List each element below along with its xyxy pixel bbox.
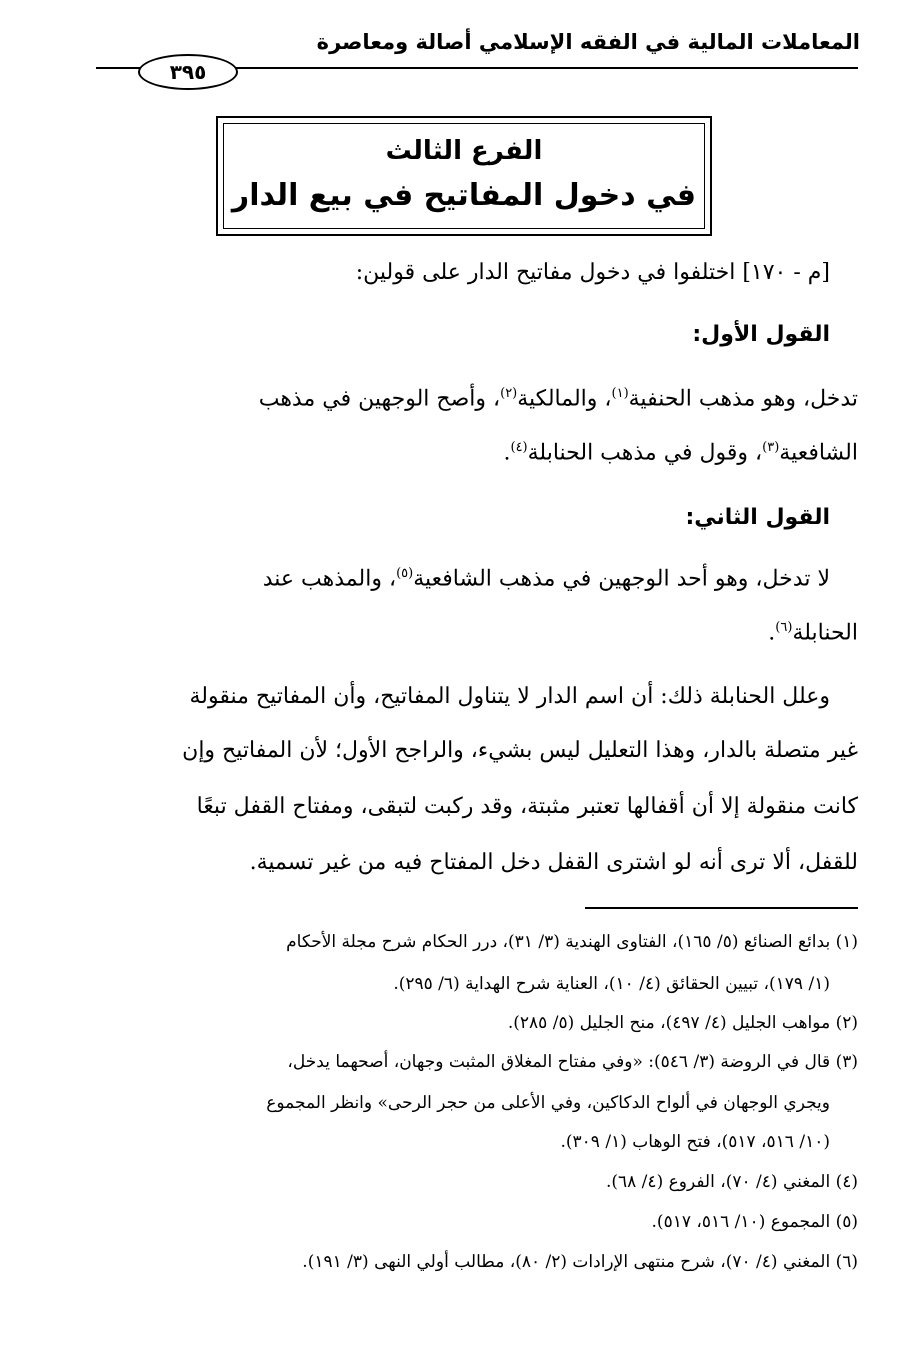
footnote-5: (٥) المجموع (١٠/ ٥١٦، ٥١٧).	[651, 1212, 858, 1232]
text-segment: .	[503, 440, 511, 466]
second-opinion-line1	[263, 566, 830, 591]
footnote-ref[interactable]: (١)	[611, 386, 629, 401]
text-segment: ، وقول في مذهب الحنابلة	[527, 440, 763, 466]
section-title-line2: في دخول المفاتيح في بيع الدار	[231, 178, 697, 213]
footnote-6: (٦) المغني (٤/ ٧٠)، شرح منتهى الإرادات (٢/ ٨٠)، مطالب أولي النهى (٣/ ١٩١).	[302, 1252, 858, 1272]
second-opinion-heading: القول الثاني:	[685, 505, 830, 530]
running-header-title: المعاملات المالية في الفقه الإسلامي أصالة ومعاصرة	[316, 30, 860, 54]
text-segment: الحنابلة	[792, 620, 858, 646]
reasoning-line2: غير متصلة بالدار، وهذا التعليل ليس بشيء، والراجح الأول؛ لأن المفاتيح وإن	[182, 738, 858, 763]
reasoning-line3: كانت منقولة إلا أن أقفالها تعتبر مثبتة، وقد ركبت لتبقى، ومفتاح القفل تبعًا	[196, 794, 858, 819]
footnote-ref[interactable]: (٤)	[510, 440, 528, 455]
section-title-box	[216, 116, 712, 236]
footnote-3-line3: (١٠/ ٥١٦، ٥١٧)، فتح الوهاب (١/ ٣٠٩).	[560, 1132, 830, 1152]
footnote-ref[interactable]: (٥)	[396, 566, 414, 581]
footnote-3-line1: (٣) قال في الروضة (٣/ ٥٤٦): «وفي مفتاح المغلاق المثبت وجهان، أصحهما يدخل،	[287, 1052, 858, 1072]
text-segment: لا تدخل، وهو أحد الوجهين في مذهب الشافعية	[413, 566, 830, 592]
footnote-separator	[585, 907, 858, 909]
footnote-1-line1: (١) بدائع الصنائع (٥/ ١٦٥)، الفتاوى الهندية (٣/ ٣١)، درر الحكام شرح مجلة الأحكام	[286, 932, 858, 952]
second-opinion-line2	[768, 620, 858, 645]
footnote-2: (٢) مواهب الجليل (٤/ ٤٩٧)، منح الجليل (٥/ ٢٨٥).	[507, 1013, 858, 1033]
first-opinion-line2	[503, 440, 858, 465]
footnote-1-line2: (١/ ١٧٩)، تبيين الحقائق (٤/ ١٠)، العناية شرح الهداية (٦/ ٢٩٥).	[393, 974, 830, 994]
text-segment: ، والمالكية	[517, 386, 612, 412]
text-segment: تدخل، وهو مذهب الحنفية	[628, 386, 858, 412]
section-title-line1: الفرع الثالث	[385, 136, 543, 166]
text-segment: .	[768, 620, 776, 646]
footnote-4: (٤) المغني (٤/ ٧٠)، الفروع (٤/ ٦٨).	[605, 1172, 858, 1192]
footnote-ref[interactable]: (٢)	[500, 386, 518, 401]
footnote-ref[interactable]: (٣)	[762, 440, 780, 455]
footnote-3-line2: ويجري الوجهان في ألواح الدكاكين، وفي الأعلى من حجر الرحى» وانظر المجموع	[266, 1093, 830, 1113]
first-opinion-line1	[259, 386, 858, 411]
text-segment: ، والمذهب عند	[262, 566, 397, 592]
footnote-ref[interactable]: (٦)	[775, 620, 793, 635]
first-opinion-heading: القول الأول:	[692, 322, 830, 347]
page-number: ٣٩٥	[138, 54, 238, 90]
intro-line: [م - ١٧٠] اختلفوا في دخول مفاتيح الدار على قولين:	[355, 260, 830, 285]
text-segment: الشافعية	[779, 440, 858, 466]
reasoning-line1: وعلل الحنابلة ذلك: أن اسم الدار لا يتناول المفاتيح، وأن المفاتيح منقولة	[189, 684, 830, 709]
text-segment: ، وأصح الوجهين في مذهب	[258, 386, 501, 412]
reasoning-line4: للقفل، ألا ترى أنه لو اشترى القفل دخل المفتاح فيه من غير تسمية.	[249, 850, 858, 875]
